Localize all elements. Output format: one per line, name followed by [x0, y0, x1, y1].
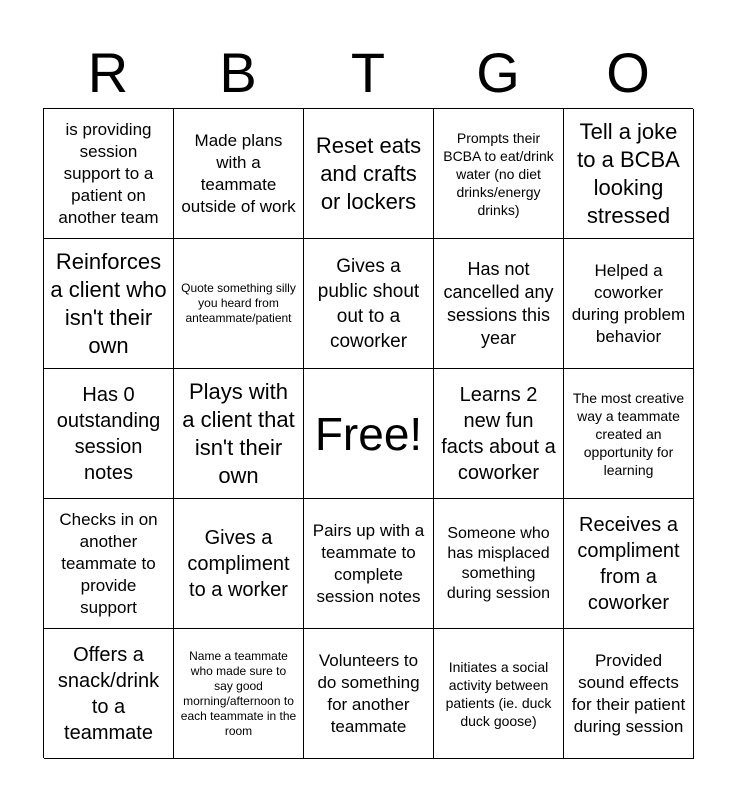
header-letter-2: B [219, 41, 257, 104]
cell-text: Reinforces a client who isn't their own [50, 248, 167, 358]
bingo-cell-free[interactable] [304, 369, 434, 499]
cell-text: Name a teammate who made sure to say good morning/afternoon to each teammate in the room [180, 648, 297, 738]
header-letter-1: R [87, 41, 129, 104]
bingo-cell-r3-c2[interactable] [174, 369, 304, 499]
cell-text: Has 0 outstanding session notes [56, 383, 161, 484]
cell-text: The most creative way a teammate created an opportunity for learning [572, 389, 685, 478]
cell-text: Receives a compliment from a coworker [577, 513, 680, 614]
bingo-cell-r5-c4[interactable] [434, 629, 564, 759]
bingo-cell-r4-c4[interactable] [434, 499, 564, 629]
cell-text: Provided sound effects for their patient during session [571, 650, 686, 736]
bingo-cell-r2-c1[interactable] [44, 239, 174, 369]
cell-text: Gives a compliment to a worker [187, 526, 290, 601]
cell-text: is providing session support to a patient on another team [58, 119, 159, 227]
cell-text: Reset eats and crafts or lockers [315, 132, 422, 214]
cell-text: Tell a joke to a BCBA looking stressed [577, 118, 680, 228]
bingo-cell-r5-c3[interactable] [304, 629, 434, 759]
cell-text: Someone who has misplaced something during session [446, 524, 551, 602]
bingo-cell-r3-c1[interactable] [44, 369, 174, 499]
bingo-cell-r3-c5[interactable] [564, 369, 694, 499]
bingo-cell-r2-c5[interactable] [564, 239, 694, 369]
bingo-cell-r3-c4[interactable] [434, 369, 564, 499]
cell-text: Quote something silly you heard from anteammate/patient [181, 281, 296, 325]
cell-text: Plays with a client that isn't their own [182, 378, 295, 488]
bingo-cell-r2-c4[interactable] [434, 239, 564, 369]
bingo-cell-r4-c2[interactable] [174, 499, 304, 629]
bingo-cell-r5-c5[interactable] [564, 629, 694, 759]
cell-text: Gives a public shout out to a coworker [317, 255, 420, 352]
bingo-cell-r1-c2[interactable] [174, 109, 304, 239]
bingo-cell-r2-c3[interactable] [304, 239, 434, 369]
header-letter-5: O [606, 41, 650, 104]
cell-text: Volunteers to do something for another teammate [317, 650, 420, 736]
bingo-cell-r4-c3[interactable] [304, 499, 434, 629]
header-letter-4: G [476, 41, 520, 104]
bingo-cell-r5-c1[interactable] [44, 629, 174, 759]
bingo-cell-r2-c2[interactable] [174, 239, 304, 369]
free-space-text: Free! [314, 407, 423, 460]
cell-text: Prompts their BCBA to eat/drink water (no diet drinks/energy drinks) [443, 129, 554, 218]
bingo-grid [43, 108, 693, 758]
bingo-cell-r1-c3[interactable] [304, 109, 434, 239]
bingo-cell-r1-c1[interactable] [44, 109, 174, 239]
bingo-cell-r4-c5[interactable] [564, 499, 694, 629]
bingo-cell-r1-c4[interactable] [434, 109, 564, 239]
bingo-cell-r1-c5[interactable] [564, 109, 694, 239]
bingo-cell-r4-c1[interactable] [44, 499, 174, 629]
header-letter-3: T [350, 41, 386, 104]
cell-text: Offers a snack/drink to a teammate [57, 643, 160, 744]
cell-text: Initiates a social activity between patients (ie. duck duck goose) [445, 658, 552, 729]
cell-text: Pairs up with a teammate to complete session notes [312, 520, 425, 606]
bingo-header [43, 38, 693, 108]
cell-text: Made plans with a teammate outside of work [181, 130, 296, 216]
cell-text: Helped a coworker during problem behavior [571, 260, 686, 346]
cell-text: Has not cancelled any sessions this year [443, 258, 554, 348]
bingo-cell-r5-c2[interactable] [174, 629, 304, 759]
cell-text: Learns 2 new fun facts about a coworker [441, 383, 556, 484]
cell-text: Checks in on another teammate to provide support [59, 509, 158, 617]
